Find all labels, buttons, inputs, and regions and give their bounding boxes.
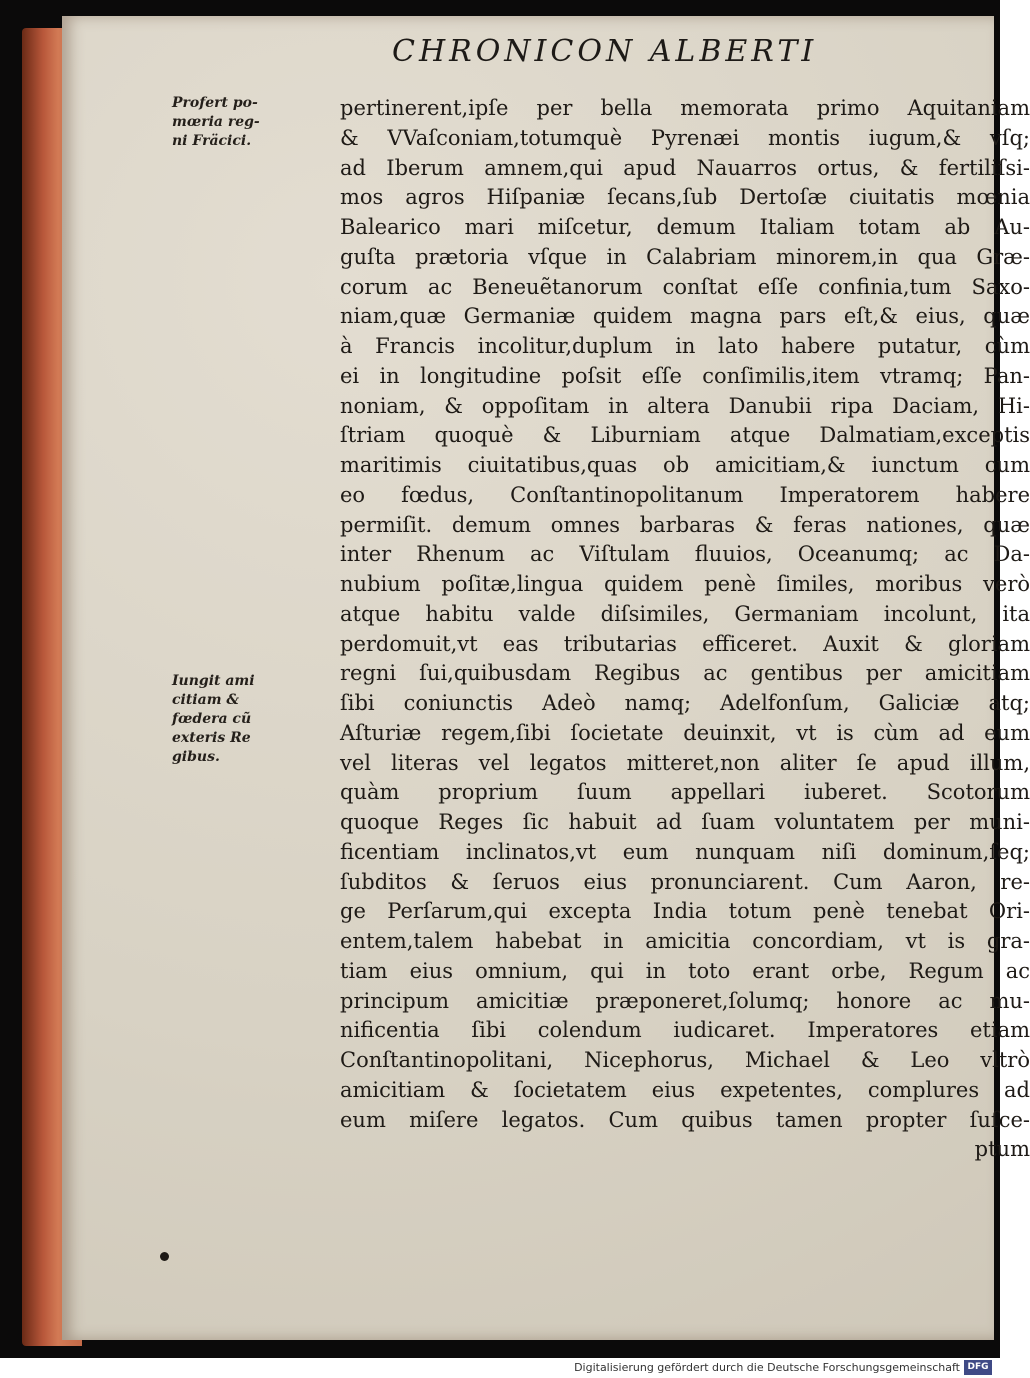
body-text xyxy=(340,94,1030,1165)
text-line: ptum xyxy=(974,1137,1030,1162)
text-line: perdomuit,vt eas tributarias efficeret. Auxit & gloriam xyxy=(340,631,1030,656)
text-line: inter Rhenum ac Viſtulam fluuios, Oceanumq; ac Da- xyxy=(340,542,1030,567)
text-line: ficentiam inclinatos,vt eum nunquam niſi dominum,ſeq; xyxy=(340,839,1030,864)
text-line: Balearico mari miſcetur, demum Italiam totam ab Au- xyxy=(340,215,1030,239)
text-line: eo fœdus, Conſtantinopolitanum Imperatorem habere xyxy=(340,482,1030,507)
text-line: corum ac Beneuẽtanorum conſtat eſſe confinia,tum Saxo- xyxy=(340,274,1030,299)
text-line: ſtriam quoquè & Liburniam atque Dalmatiam,exceptis xyxy=(340,423,1030,448)
footer-bar xyxy=(0,1358,1000,1378)
ink-dot xyxy=(160,1252,169,1261)
text-line: entem,talem habebat in amicitia concordiam, vt is gra- xyxy=(340,929,1030,953)
text-line: amicitiam & ſocietatem eius expetentes, complures ad xyxy=(340,1077,1030,1102)
text-line: permiſit. demum omnes barbaras & feras nationes, quæ xyxy=(340,512,1030,537)
text-line: principum amicitiæ præponeret,ſolumq; honore ac mu- xyxy=(340,988,1030,1013)
text-line: maritimis ciuitatibus,quas ob amicitiam,& iunctum cum xyxy=(340,453,1030,477)
text-line: tiam eius omnium, qui in toto erant orbe, Regum ac xyxy=(340,958,1030,983)
book-page xyxy=(62,16,1030,1340)
text-line: ſubditos & ſeruos eius pronunciarent. Cum Aaron, re- xyxy=(340,869,1030,894)
text-line: à Francis incolitur,duplum in lato habere putatur, cùm xyxy=(340,334,1030,358)
text-line: nificentia ſibi colendum iudicaret. Imperatores etiam xyxy=(340,1018,1030,1043)
text-line: Aſturiæ regem,ſibi ſocietate deuinxit, vt is cùm ad eum xyxy=(340,720,1030,745)
text-line: quàm proprium ſuum appellari iuberet. Scotorum xyxy=(340,780,1030,805)
text-line: eum miſere legatos. Cum quibus tamen propter ſuſce- xyxy=(340,1107,1030,1132)
text-line: atque habitu valde diſsimiles, Germaniam incolunt, ita xyxy=(340,601,1030,626)
text-line: mos agros Hiſpaniæ ſecans,ſub Dertoſæ ciuitatis mœnia xyxy=(340,185,1030,210)
text-line: noniam, & oppoſitam in altera Danubii ripa Daciam, Hi- xyxy=(340,393,1030,418)
margin-note-2 xyxy=(172,672,352,767)
margin-note-line: exteris Re xyxy=(172,730,251,746)
text-line: ei in longitudine poſsit eſſe conſimilis,item vtramq; Pan- xyxy=(340,363,1030,388)
margin-note-1 xyxy=(172,94,352,151)
text-line: regni ſui,quibusdam Regibus ac gentibus per amicitiam xyxy=(340,661,1030,686)
text-line: ſibi coniunctis Adeò namq; Adelfonſum, Galiciæ atq; xyxy=(340,691,1030,715)
text-line: pertinerent,ipſe per bella memorata primo Aquitaniam xyxy=(340,96,1030,120)
text-line: ge Perſarum,qui excepta India totum penè tenebat Ori- xyxy=(340,899,1030,924)
margin-note-line: mœria reg- xyxy=(172,114,260,130)
text-line: guſta prætoria vſque in Calabriam minorem,in qua Græ- xyxy=(340,244,1030,269)
text-line: vel literas vel legatos mitteret,non aliter ſe apud illum, xyxy=(340,750,1030,775)
text-line: & VVaſconiam,totumquè Pyrenæi montis iugum,& vſq; xyxy=(340,125,1030,150)
margin-note-line: fœdera cũ xyxy=(172,711,252,727)
margin-note-line: Iungit ami xyxy=(172,673,255,689)
dfg-logo-icon: DFG xyxy=(964,1360,992,1375)
running-title: CHRONICON ALBERTI xyxy=(392,34,818,69)
footer-credit: Digitalisierung gefördert durch die Deutsche Forschungsgemeinschaft xyxy=(574,1361,960,1374)
margin-note-line: gibus. xyxy=(172,749,220,765)
margin-note-line: citiam & xyxy=(172,692,240,708)
text-line: nubium poſitæ,lingua quidem penè ſimiles, moribus verò xyxy=(340,572,1030,596)
margin-note-line: ni Fräcici. xyxy=(172,133,252,149)
text-line: quoque Reges ſic habuit ad ſuam voluntatem per muni- xyxy=(340,810,1030,834)
text-line: niam,quæ Germaniæ quidem magna pars eſt,& eius, quæ xyxy=(340,304,1030,329)
text-line: Conſtantinopolitani, Nicephorus, Michael & Leo vltrò xyxy=(340,1048,1030,1072)
text-line: ad Iberum amnem,qui apud Nauarros ortus, & fertiliſsi- xyxy=(340,155,1030,180)
margin-note-line: Profert po- xyxy=(172,95,258,111)
